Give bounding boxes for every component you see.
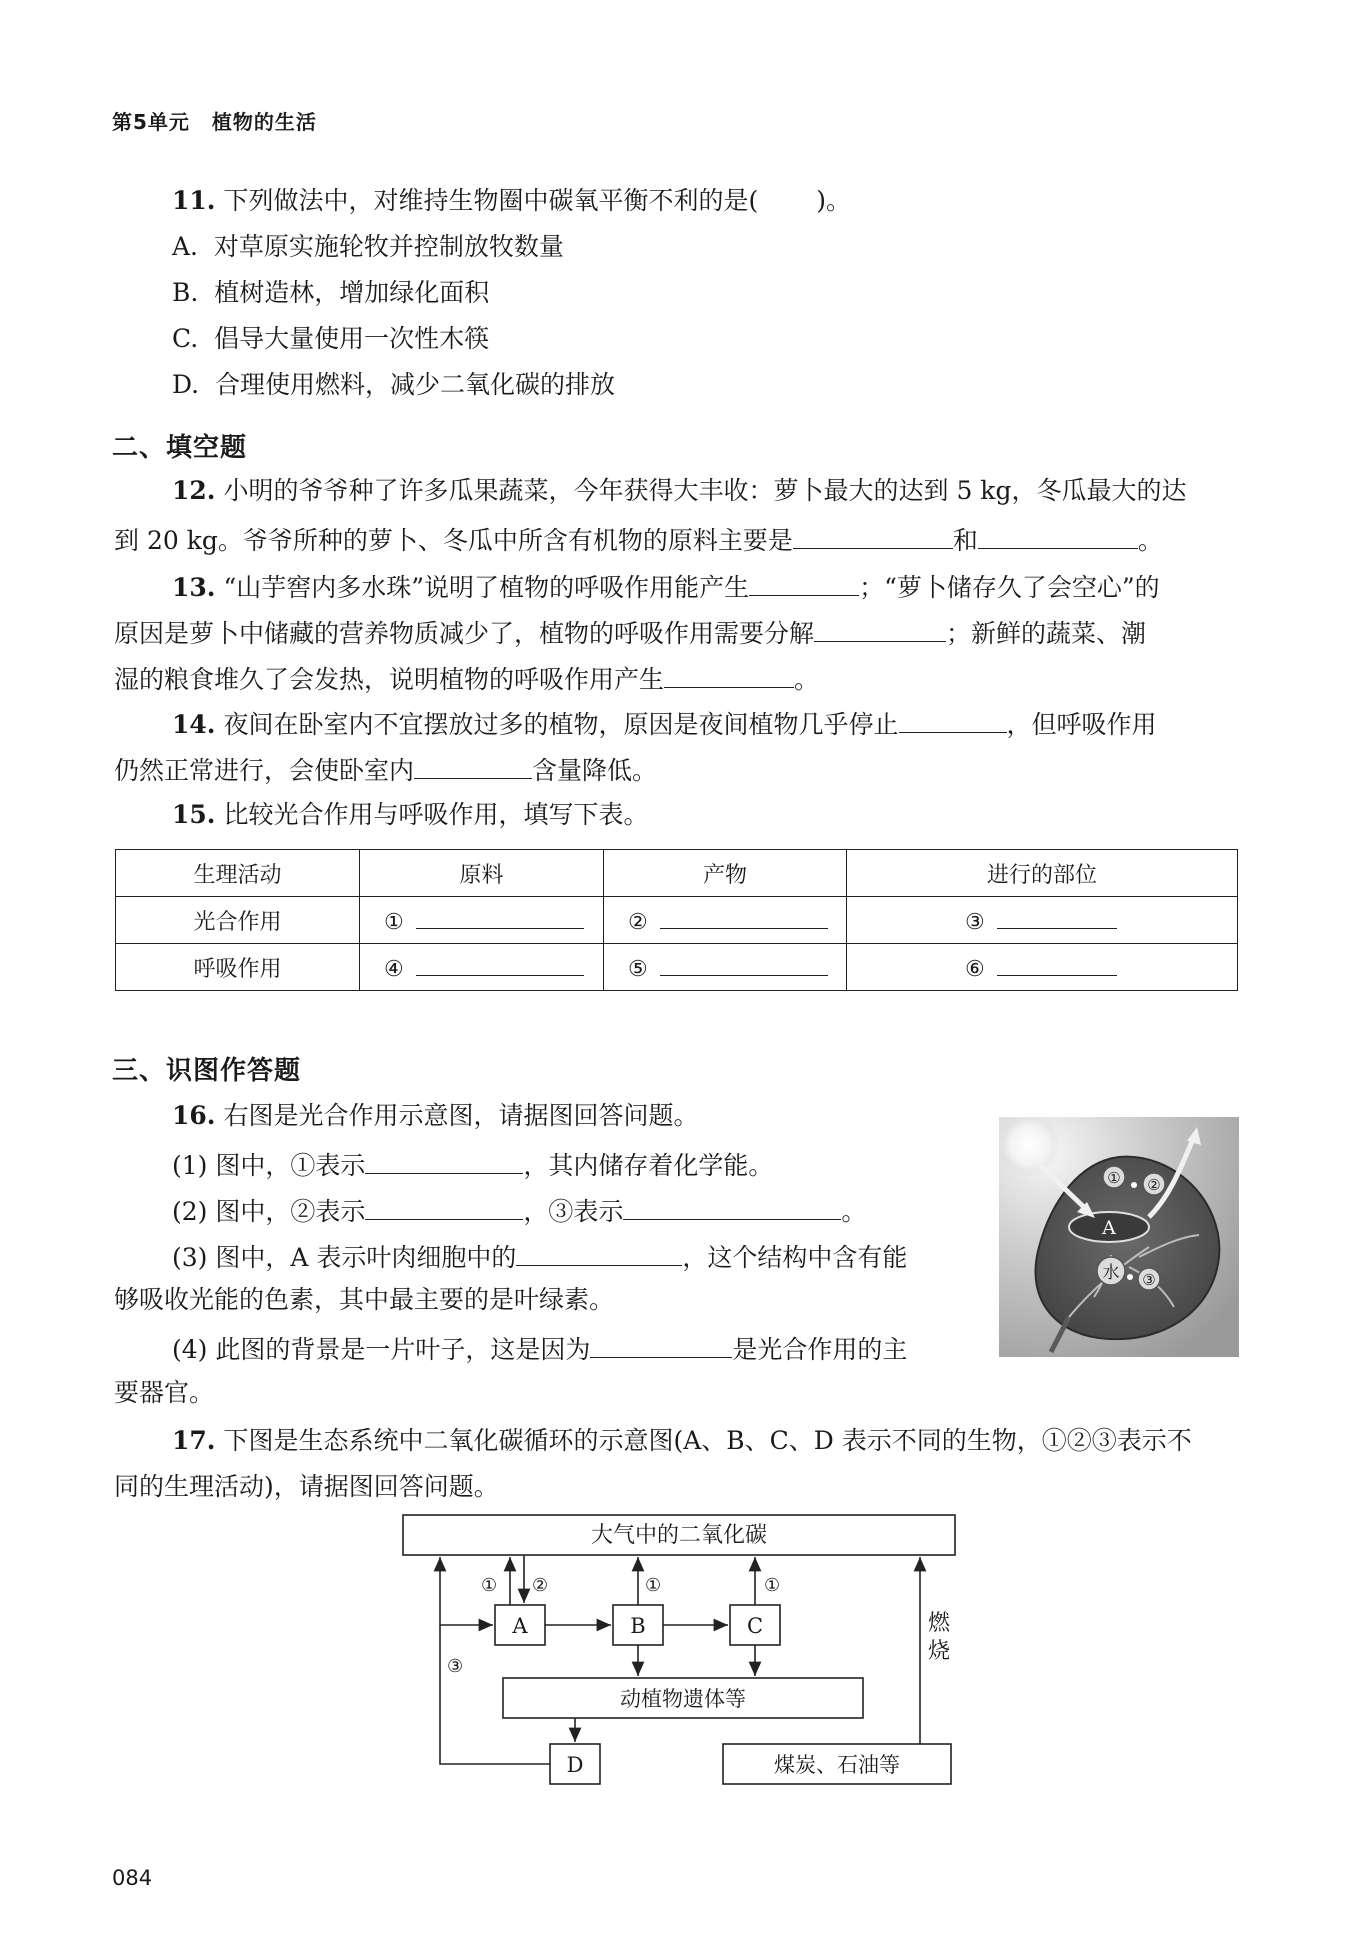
chloroplast-label: A <box>1102 1217 1116 1239</box>
page-number: 084 <box>112 1866 153 1890</box>
q16-blank-2[interactable] <box>365 1195 523 1220</box>
q11-option-a: A. 对草原实施轮牧并控制放牧数量 <box>172 232 564 261</box>
table-header: 产物 <box>604 850 847 897</box>
q12-line2: 到 20 kg。爷爷所种的萝卜、冬瓜中所含有机物的原料主要是 和 。 <box>114 526 1163 555</box>
comparison-table <box>115 849 1238 991</box>
table-header: 生理活动 <box>116 850 360 897</box>
q12-blank-2[interactable] <box>978 524 1138 549</box>
process-3-label: ③ <box>447 1656 464 1677</box>
marker-3: ③ <box>1142 1271 1156 1289</box>
water-label: 水 <box>1102 1263 1120 1283</box>
q13-blank-1[interactable] <box>749 571 859 596</box>
page-header <box>112 106 317 135</box>
q13-line2: 原因是萝卜中储藏的营养物质减少了，植物的呼吸作用需要分解 ；新鲜的蔬菜、潮 <box>114 619 1147 648</box>
table-header: 原料 <box>360 850 604 897</box>
carbon-cycle-diagram <box>400 1512 960 1788</box>
label-d: D <box>566 1753 584 1777</box>
q16-part3: (3) 图中，A 表示叶肉细胞中的 ，这个结构中含有能 <box>172 1243 908 1272</box>
table-cell-blank[interactable]: ① <box>360 897 604 944</box>
q16-part3-cont: 够吸收光能的色素，其中最主要的是叶绿素。 <box>114 1285 615 1314</box>
q11-stem: 11. 下列做法中，对维持生物圈中碳氧平衡不利的是( )。 <box>172 186 852 215</box>
q14-line1: 14. 夜间在卧室内不宜摆放过多的植物，原因是夜间植物几乎停止 ，但呼吸作用 <box>172 710 1157 739</box>
arrow-d-a <box>440 1625 550 1764</box>
atmosphere-label: 大气中的二氧化碳 <box>590 1523 768 1548</box>
fossil-label: 煤炭、石油等 <box>774 1753 900 1777</box>
q11-option-b: B. 植树造林，增加绿化面积 <box>172 278 490 307</box>
table-row-label: 光合作用 <box>116 897 360 944</box>
q14-line2: 仍然正常进行，会使卧室内 含量降低。 <box>114 756 658 785</box>
process-1-label: ① <box>481 1575 498 1596</box>
section-figure-title: 三、识图作答题 <box>112 1056 302 1086</box>
q16-blank-5[interactable] <box>590 1333 732 1358</box>
marker-2: ② <box>1147 1176 1161 1194</box>
table-cell-blank[interactable]: ② <box>604 897 847 944</box>
q16-part1: (1) 图中，①表示 ，其内储存着化学能。 <box>172 1151 774 1180</box>
q12-blank-1[interactable] <box>793 524 953 549</box>
q13-blank-2[interactable] <box>814 617 946 642</box>
q16-blank-3[interactable] <box>623 1195 841 1220</box>
q13-line1: 13. “山芋窖内多水珠”说明了植物的呼吸作用能产生 ；“萝卜储存久了会空心”的 <box>172 573 1160 602</box>
table-cell-blank[interactable]: ⑤ <box>604 944 847 991</box>
dot-icon <box>1131 1182 1137 1188</box>
label-b: B <box>630 1614 646 1638</box>
process-1-label: ① <box>645 1575 662 1596</box>
label-c: C <box>746 1614 764 1638</box>
q12-line1: 12. 小明的爷爷种了许多瓜果蔬菜，今年获得大丰收：萝卜最大的达到 5 kg，冬瓜最大的达 <box>172 476 1187 505</box>
process-1-label: ① <box>764 1575 781 1596</box>
table-header-row <box>116 850 1238 897</box>
table-row <box>116 897 1238 944</box>
q17-line1: 17. 下图是生态系统中二氧化碳循环的示意图(A、B、C、D 表示不同的生物，①②③表示不 <box>172 1426 1192 1455</box>
q15-stem: 15. 比较光合作用与呼吸作用，填写下表。 <box>172 800 649 829</box>
process-2-label: ② <box>532 1575 549 1596</box>
table-header: 进行的部位 <box>847 850 1238 897</box>
table-cell-blank[interactable]: ⑥ <box>847 944 1238 991</box>
q14-blank-2[interactable] <box>414 754 532 779</box>
q16-part4-cont: 要器官。 <box>114 1378 215 1407</box>
q17-line2: 同的生理活动)，请据图回答问题。 <box>114 1472 499 1501</box>
q11-option-d: D. 合理使用燃料，减少二氧化碳的排放 <box>172 370 616 399</box>
section-fill-title: 二、填空题 <box>112 433 248 463</box>
remains-label: 动植物遗体等 <box>620 1687 746 1711</box>
q16-part4: (4) 此图的背景是一片叶子，这是因为 是光合作用的主 <box>172 1335 908 1364</box>
table-cell-blank[interactable]: ④ <box>360 944 604 991</box>
table-row <box>116 944 1238 991</box>
burn-label-1: 燃 <box>928 1611 951 1636</box>
unit-title: 植物的生活 <box>211 110 317 134</box>
q16-stem: 16. 右图是光合作用示意图，请据图回答问题。 <box>172 1101 699 1130</box>
q16-blank-4[interactable] <box>516 1241 682 1266</box>
dot-icon <box>1127 1274 1133 1280</box>
q16-part2: (2) 图中，②表示 ，③表示 。 <box>172 1197 867 1226</box>
q13-line3: 湿的粮食堆久了会发热，说明植物的呼吸作用产生 。 <box>114 665 820 694</box>
q13-blank-3[interactable] <box>664 663 794 688</box>
table-row-label: 呼吸作用 <box>116 944 360 991</box>
q11-option-c: C. 倡导大量使用一次性木筷 <box>172 324 490 353</box>
q14-blank-1[interactable] <box>899 708 1007 733</box>
q16-blank-1[interactable] <box>365 1149 523 1174</box>
burn-label-2: 烧 <box>928 1639 951 1664</box>
photosynthesis-leaf-figure <box>999 1117 1239 1357</box>
table-cell-blank[interactable]: ③ <box>847 897 1238 944</box>
label-a: A <box>512 1614 528 1638</box>
unit-label: 第5单元 <box>112 110 190 134</box>
marker-1: ① <box>1107 1169 1121 1187</box>
